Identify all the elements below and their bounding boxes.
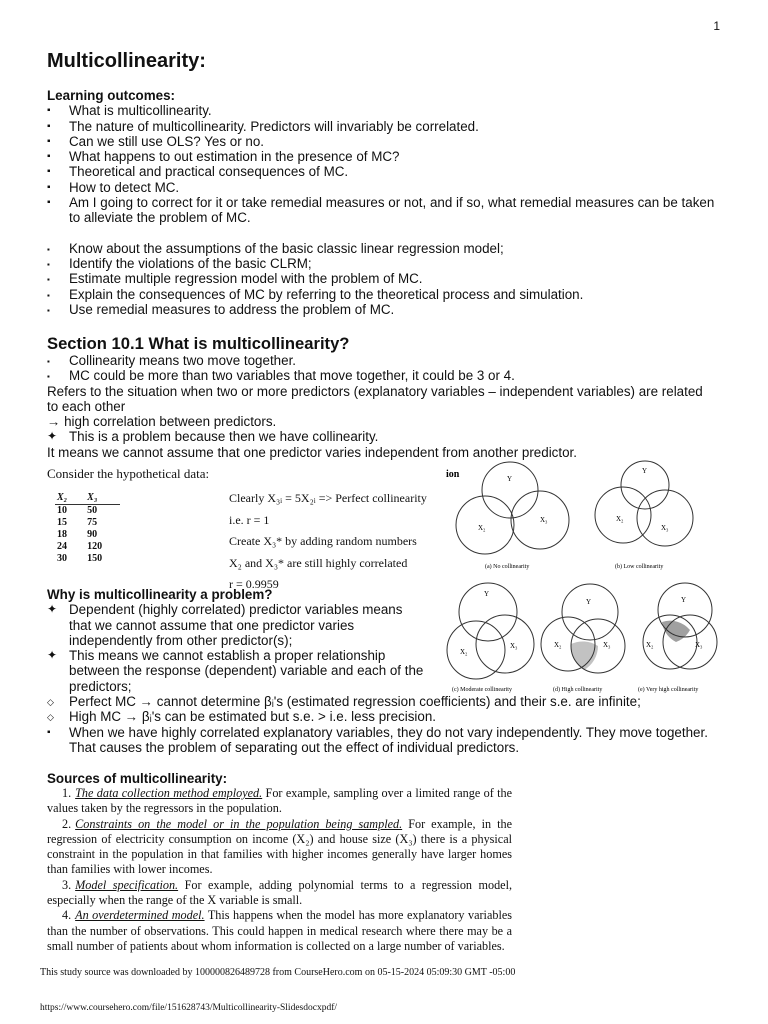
list-item: ◇ Perfect MC → cannot determine βᵢ's (estimated regression coefficients) and their s.e. are infinite; bbox=[47, 694, 727, 709]
star-list bbox=[47, 429, 727, 444]
venn-caption: (e) Very high collinearity bbox=[638, 687, 699, 693]
list-item: ✦ This is a problem because then we have collinearity. bbox=[47, 429, 727, 444]
hypothetical-data-figure bbox=[47, 466, 447, 590]
learning-heading: Learning outcomes: bbox=[47, 88, 175, 103]
column-header: X₃ bbox=[85, 491, 120, 505]
table-row bbox=[55, 517, 120, 529]
venn-caption: (b) Low collinearity bbox=[615, 564, 664, 570]
item-text: For example, in the regression of electricity consumption on income (X₂) and house size (X₃) there is a physical constraint in the population in that families with higher incomes generally have larger homes than families with lower incomes. bbox=[47, 816, 512, 877]
list-item: ✦ Dependent (highly correlated) predictor variables means that we cannot assume that one predictor varies independently from other predictor(s); bbox=[47, 602, 427, 648]
table-cell: 18 bbox=[57, 529, 67, 540]
table-header-row bbox=[55, 491, 120, 505]
table-cell: 50 bbox=[87, 505, 98, 516]
item-text: This happens when the model has more explanatory variables than the number of observations. This could happen in medical research where there may be a small number of patients about whom information is collected on a large number of variables. bbox=[47, 908, 512, 953]
table-cell: 30 bbox=[57, 553, 67, 564]
list-item: ▪ Use remedial measures to address the problem of MC. bbox=[47, 302, 727, 317]
item-number: 3. bbox=[62, 877, 72, 892]
list-item: ▪ How to detect MC. bbox=[47, 180, 727, 195]
figure-caption: Consider the hypothetical data: bbox=[47, 466, 210, 481]
list-item: ▪ MC could be more than two variables that move together, it could be 3 or 4. bbox=[47, 368, 727, 383]
note-line: r = 0.9959 bbox=[229, 577, 279, 591]
table-cell: 10 bbox=[57, 505, 67, 516]
list-item: ▪ Estimate multiple regression model with the problem of MC. bbox=[47, 271, 727, 286]
table-row bbox=[55, 541, 120, 553]
source-url[interactable]: https://www.coursehero.com/file/151628743/Multicollinearity-Slidesdocxpdf/ bbox=[40, 1003, 338, 1013]
figure-fragment-text: ion bbox=[446, 469, 460, 480]
list-item: ▪ Identify the violations of the basic CLRM; bbox=[47, 256, 727, 271]
list-item: ▪ Am I going to correct for it or take remedial measures or not, and if so, what remedial measures can be taken to alleviate the problem of MC. bbox=[47, 195, 727, 226]
table-row bbox=[55, 553, 120, 565]
x2-label: X₂ bbox=[616, 515, 624, 523]
venn-caption: (d) High collinearity bbox=[553, 687, 603, 693]
y-label: Y bbox=[586, 598, 592, 606]
learning-outcomes bbox=[47, 88, 727, 317]
list-item: ▪ Know about the assumptions of the basic classic linear regression model; bbox=[47, 241, 727, 256]
item-text: For example, adding polynomial terms to a regression model, especially when the range of the X variable is small. bbox=[47, 877, 513, 908]
sources-heading: Sources of multicollinearity: bbox=[47, 771, 228, 786]
x3-label: X₃ bbox=[695, 641, 703, 649]
page-number: 1 bbox=[713, 19, 720, 33]
list-item: ◇ High MC → βᵢ's can be estimated but s.e. > i.e. less precision. bbox=[47, 709, 727, 724]
section-list bbox=[47, 353, 727, 384]
venn-caption: (c) Moderate collinearity bbox=[452, 687, 512, 693]
x2-label: X₂ bbox=[478, 524, 486, 532]
collinearity-notes bbox=[229, 488, 427, 596]
item-title: The data collection method employed. bbox=[75, 786, 263, 800]
item-text: For example, sampling over a limited range of the values taken by the regressors in the population. bbox=[47, 786, 513, 816]
table-cell: 15 bbox=[57, 517, 67, 528]
list-item: ✦ This means we cannot establish a proper relationship between the response (dependent) variable and each of the predictors; bbox=[47, 648, 427, 694]
list-item bbox=[47, 817, 512, 878]
table-row bbox=[55, 505, 120, 518]
y-label: Y bbox=[484, 590, 490, 598]
item-number: 2. bbox=[62, 816, 72, 831]
why-section bbox=[47, 587, 727, 755]
table-row bbox=[55, 529, 120, 541]
note-line: X₂ and X₃* are still highly correlated bbox=[229, 555, 408, 570]
x3-label: X₃ bbox=[603, 641, 611, 649]
list-item bbox=[47, 786, 512, 817]
y-label: Y bbox=[507, 475, 513, 483]
hypothetical-table bbox=[55, 491, 120, 565]
venn-low-collinearity bbox=[595, 461, 693, 570]
list-item: ▪ What is multicollinearity. bbox=[47, 103, 727, 118]
note-line: i.e. r = 1 bbox=[229, 512, 270, 527]
list-item bbox=[47, 878, 512, 909]
list-item: ▪ What happens to out estimation in the presence of MC? bbox=[47, 149, 727, 164]
page-title: Multicollinearity: bbox=[47, 50, 206, 72]
list-item: ▪ When we have highly correlated explanatory variables, they do not vary independently. They move together. That causes the problem of separating out the effect of individual predictors. bbox=[47, 725, 727, 756]
table-cell: 120 bbox=[87, 541, 103, 552]
venn-diagrams-top bbox=[440, 460, 730, 578]
objectives-list bbox=[47, 241, 727, 317]
x2-label: X₂ bbox=[646, 641, 654, 649]
item-title: An overdetermined model. bbox=[75, 908, 205, 923]
list-item: ▪ Explain the consequences of MC by referring to the theoretical process and simulation. bbox=[47, 287, 727, 302]
note-line: Clearly X₃ᵢ = 5X₂ᵢ => Perfect collinearity bbox=[229, 491, 427, 505]
item-number: 1. bbox=[62, 786, 72, 800]
item-number: 4. bbox=[62, 908, 72, 923]
x2-label: X₂ bbox=[460, 648, 468, 656]
table-cell: 75 bbox=[87, 517, 98, 528]
list-item: ▪ Collinearity means two move together. bbox=[47, 353, 727, 368]
definition-paragraph: Refers to the situation when two or more predictors (explanatory variables – independent variables) are related to each other bbox=[47, 383, 703, 414]
section-heading: Section 10.1 What is multicollinearity? bbox=[47, 334, 350, 353]
x3-label: X₃ bbox=[661, 524, 669, 532]
table-cell: 24 bbox=[57, 541, 67, 552]
list-item: ▪ Theoretical and practical consequences of MC. bbox=[47, 164, 727, 179]
list-item bbox=[47, 908, 512, 954]
table-cell: 150 bbox=[87, 553, 103, 564]
note-line: Create X₃* by adding random numbers bbox=[229, 534, 417, 548]
independence-paragraph: It means we cannot assume that one predictor varies independent from another predictor. bbox=[47, 444, 577, 460]
sources-list bbox=[47, 786, 512, 954]
arrow-line: → high correlation between predictors. bbox=[47, 414, 277, 430]
why-square-list bbox=[47, 725, 727, 756]
list-item: ▪ Can we still use OLS? Yes or no. bbox=[47, 134, 727, 149]
why-star-list bbox=[47, 602, 427, 694]
section-body bbox=[47, 353, 727, 460]
venn-caption: (a) No collinearity bbox=[485, 564, 530, 570]
list-item: ▪ The nature of multicollinearity. Predictors will invariably be correlated. bbox=[47, 119, 727, 134]
learning-list bbox=[47, 103, 727, 225]
x3-label: X₃ bbox=[540, 516, 548, 524]
column-header: X₂ bbox=[55, 491, 85, 505]
venn-no-collinearity bbox=[456, 462, 569, 570]
item-title: Model specification. bbox=[75, 877, 179, 892]
why-diamond-list bbox=[47, 694, 727, 725]
table-cell: 90 bbox=[87, 529, 98, 540]
x2-label: X₂ bbox=[554, 641, 562, 649]
why-heading: Why is multicollinearity a problem? bbox=[47, 587, 273, 602]
y-label: Y bbox=[642, 467, 648, 475]
download-note: This study source was downloaded by 100000826489728 from CourseHero.com on 05-15-2024 05:09:30 GMT -05:00 bbox=[40, 967, 516, 978]
item-title: Constraints on the model or in the population being sampled. bbox=[75, 816, 403, 831]
y-label: Y bbox=[681, 596, 687, 604]
x3-label: X₃ bbox=[510, 642, 518, 650]
